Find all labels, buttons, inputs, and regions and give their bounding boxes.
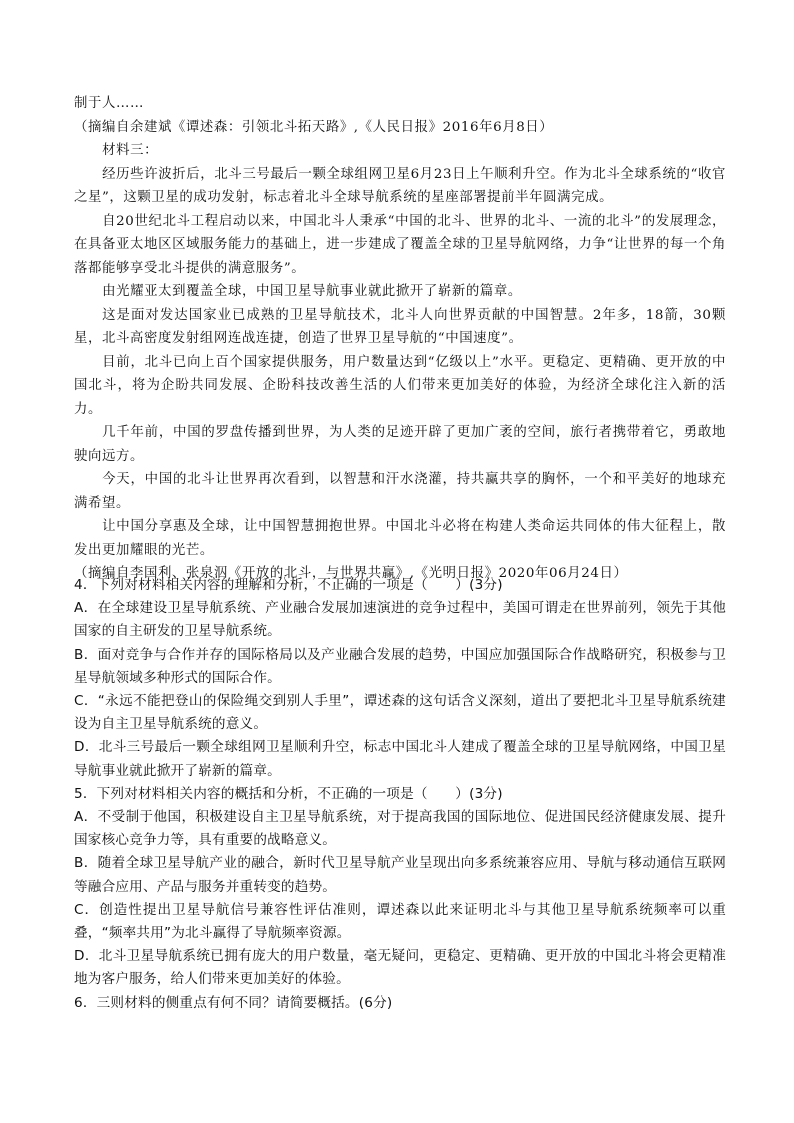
material-3-paragraph: 目前，北斗已向上百个国家提供服务，用户数量达到“亿级以上”水平。更稳定、更精确、更开放的中国北斗，将为企盼共同发展、企盼科技改善生活的人们带来更加美好的体验，为经济全球化注入新的活力。 [74,354,726,417]
questions-section [74,574,726,1015]
material-3-paragraph: 经历些许波折后，北斗三号最后一颗全球组网卫星6月23日上午顺利升空。作为北斗全球系统的“收官之星”，这颗卫星的成功发射，标志着北斗全球导航系统的星座部署提前半年圆满完成。 [74,166,726,205]
material-3-paragraph: 自20世纪北斗工程启动以来，中国北斗人秉承“中国的北斗、世界的北斗、一流的北斗”的发展理念，在具备亚太地区区域服务能力的基础上，进一步建成了覆盖全球的卫星导航网络，力争“让世界的每一个角落都能够享受北斗提供的满意服务”。 [74,213,726,276]
question-4-option-c: C．“永远不能把登山的保险绳交到别人手里”，谭述森的这句话含义深刻，道出了要把北斗卫星导航系统建设为自主卫星导航系统的意义。 [74,693,726,733]
question-5-option-d: D．北斗卫星导航系统已拥有庞大的用户数量，毫无疑问，更稳定、更精确、更开放的中国北斗将会更精准地为客户服务，给人们带来更加美好的体验。 [74,948,726,988]
continuation-line: 制于人…… [74,96,144,111]
material-3-paragraph: 让中国分享惠及全球，让中国智慧拥抱世界。中国北斗必将在构建人类命运共同体的伟大征程上，散发出更加耀眼的光芒。 [74,519,726,558]
question-5-stem: 5．下列对材料相关内容的概括和分析，不正确的一项是（ ）(3分) [74,785,503,802]
material-3-paragraph: 由光耀亚太到覆盖全球，中国卫星导航事业就此掀开了崭新的篇章。 [102,284,522,299]
material-3-paragraph: 今天，中国的北斗让世界再次看到，以智慧和汗水浇灌，持共赢共享的胸怀，一个和平美好的地球充满希望。 [74,472,726,511]
material-3-heading: 材料三： [102,143,159,158]
material-3-paragraph: 这是面对发达国家业已成熟的卫星导航技术，北斗人向世界贡献的中国智慧。2年多，18箭，30颗星，北斗高密度发射组网连战连捷，创造了世界卫星导航的“中国速度”。 [74,307,726,346]
question-6-stem: 6．三则材料的侧重点有何不同？请简要概括。(6分) [74,994,393,1011]
question-5-option-b: B．随着全球卫星导航产业的融合，新时代卫星导航产业呈现出向多系统兼容应用、导航与移动通信互联网等融合应用、产品与服务并重转变的趋势。 [74,855,726,895]
material-3-paragraph: 几千年前，中国的罗盘传播到世界，为人类的足迹开辟了更加广袤的空间，旅行者携带着它，勇敢地驶向远方。 [74,425,726,464]
question-4-option-d: D．北斗三号最后一颗全球组网卫星顺利升空，标志中国北斗人建成了覆盖全球的卫星导航网络，中国卫星导航事业就此掀开了崭新的篇章。 [74,739,726,779]
material-2-source: （摘编自余建斌《谭述森：引领北斗拓天路》,《人民日报》2016年6月8日） [74,119,554,135]
question-4-option-a: A．在全球建设卫星导航系统、产业融合发展加速演进的竞争过程中，美国可谓走在世界前列，领先于其他国家的自主研发的卫星导航系统。 [74,600,726,640]
question-5-option-a: A．不受制于他国，积极建设自主卫星导航系统，对于提高我国的国际地位、促进国民经济健康发展、提升国家核心竞争力等，具有重要的战略意义。 [74,809,726,849]
material-text [74,92,726,586]
question-4-stem: 4．下列对材料相关内容的理解和分析，不正确的一项是（ ）(3分) [74,577,503,593]
material-3-source: （摘编自李国利、张泉泅《开放的北斗，与世界共赢》,《光明日报》2020年06月24日） [74,566,628,581]
question-5-option-c: C．创造性提出卫星导航信号兼容性评估准则，谭述森以此来证明北斗与其他卫星导航系统频率可以重叠，“频率共用”为北斗赢得了导航频率资源。 [74,901,726,942]
question-4-option-b: B．面对竞争与合作并存的国际格局以及产业融合发展的趋势，中国应加强国际合作战略研究，积极参与卫星导航领域多种形式的国际合作。 [74,646,726,686]
